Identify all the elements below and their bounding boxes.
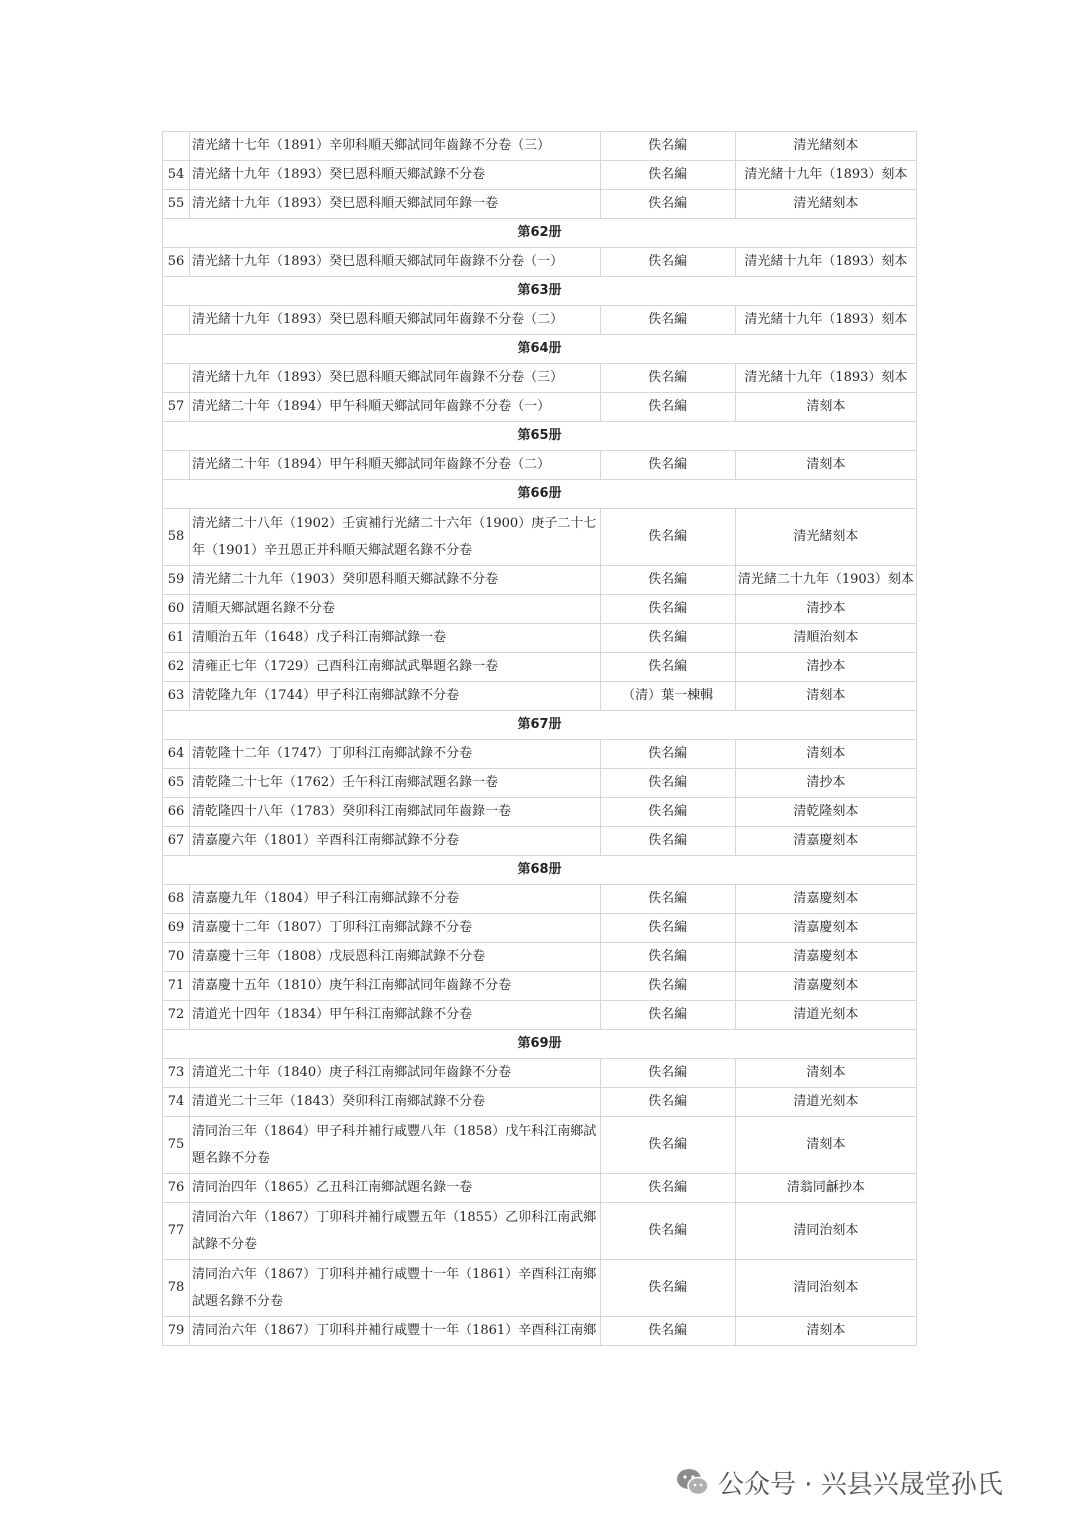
entry-edition: 清光緒十九年（1893）刻本 [735, 306, 916, 335]
entry-number: 56 [163, 248, 190, 277]
entry-author: 佚名編 [600, 769, 735, 798]
watermark [676, 1462, 1003, 1502]
table-row [163, 769, 917, 798]
table-row [163, 624, 917, 653]
table-row [163, 451, 917, 480]
entry-author: 佚名編 [600, 1059, 735, 1088]
entry-author: 佚名編 [600, 740, 735, 769]
entry-edition: 清嘉慶刻本 [735, 914, 916, 943]
entry-title: 清光緒十九年（1893）癸巳恩科順天鄉試同年齒錄不分卷（二） [190, 306, 601, 335]
table-row [163, 1174, 917, 1203]
entry-number: 70 [163, 943, 190, 972]
table-row [163, 364, 917, 393]
table-row [163, 740, 917, 769]
entry-author: 佚名編 [600, 653, 735, 682]
table-row [163, 595, 917, 624]
table-row [163, 248, 917, 277]
entry-title: 清嘉慶十五年（1810）庚午科江南鄉試同年齒錄不分卷 [190, 972, 601, 1001]
entry-title: 清光緒十九年（1893）癸巳恩科順天鄉試錄不分卷 [190, 161, 601, 190]
entry-author: 佚名編 [600, 1088, 735, 1117]
entry-edition: 清同治刻本 [735, 1203, 916, 1260]
entry-author: 佚名編 [600, 1260, 735, 1317]
volume-header-row [163, 480, 917, 509]
entry-number: 68 [163, 885, 190, 914]
table-row [163, 798, 917, 827]
entry-number: 64 [163, 740, 190, 769]
entry-author: 佚名編 [600, 306, 735, 335]
table-row [163, 509, 917, 566]
entry-edition: 清嘉慶刻本 [735, 827, 916, 856]
entry-edition: 清光緒二十九年（1903）刻本 [735, 566, 916, 595]
entry-number: 65 [163, 769, 190, 798]
entry-number: 59 [163, 566, 190, 595]
entry-number: 67 [163, 827, 190, 856]
volume-header-row [163, 711, 917, 740]
entry-number: 61 [163, 624, 190, 653]
entry-title: 清同治六年（1867）丁卯科并補行咸豐十一年（1861）辛酉科江南鄉 [190, 1317, 601, 1346]
table-row [163, 653, 917, 682]
volume-header-row [163, 856, 917, 885]
entry-author: 佚名編 [600, 161, 735, 190]
entry-author: 佚名編 [600, 364, 735, 393]
entry-title: 清光緒十九年（1893）癸巳恩科順天鄉試同年錄一卷 [190, 190, 601, 219]
entry-number: 63 [163, 682, 190, 711]
volume-label: 第65册 [163, 422, 917, 451]
watermark-text: 公众号 · 兴县兴晟堂孙氏 [718, 1469, 1003, 1500]
entry-edition: 清抄本 [735, 653, 916, 682]
entry-author: 佚名編 [600, 827, 735, 856]
table-row [163, 190, 917, 219]
entry-edition: 清光緒十九年（1893）刻本 [735, 248, 916, 277]
entry-edition: 清嘉慶刻本 [735, 972, 916, 1001]
entry-title: 清道光二十年（1840）庚子科江南鄉試同年齒錄不分卷 [190, 1059, 601, 1088]
entry-title: 清同治四年（1865）乙丑科江南鄉試題名錄一卷 [190, 1174, 601, 1203]
table-row [163, 566, 917, 595]
volume-header-row [163, 277, 917, 306]
entry-number: 73 [163, 1059, 190, 1088]
entry-title: 清光緒二十年（1894）甲午科順天鄉試同年齒錄不分卷（二） [190, 451, 601, 480]
entry-number: 66 [163, 798, 190, 827]
entry-author: 佚名編 [600, 393, 735, 422]
entry-author: 佚名編 [600, 132, 735, 161]
table-row [163, 1088, 917, 1117]
entry-number: 55 [163, 190, 190, 219]
table-row [163, 682, 917, 711]
entry-edition: 清光緒十九年（1893）刻本 [735, 364, 916, 393]
entry-title: 清光緒十九年（1893）癸巳恩科順天鄉試同年齒錄不分卷（三） [190, 364, 601, 393]
entry-number [163, 306, 190, 335]
volume-header-row [163, 335, 917, 364]
entry-title: 清雍正七年（1729）己酉科江南鄉試武舉題名錄一卷 [190, 653, 601, 682]
entry-edition: 清光緒刻本 [735, 509, 916, 566]
entry-title: 清光緒二十年（1894）甲午科順天鄉試同年齒錄不分卷（一） [190, 393, 601, 422]
entry-author: 佚名編 [600, 885, 735, 914]
table-row [163, 885, 917, 914]
entry-edition: 清光緒刻本 [735, 132, 916, 161]
volume-label: 第64册 [163, 335, 917, 364]
entry-number: 77 [163, 1203, 190, 1260]
entry-number: 76 [163, 1174, 190, 1203]
entry-title: 清嘉慶九年（1804）甲子科江南鄉試錄不分卷 [190, 885, 601, 914]
entry-title: 清順天鄉試題名錄不分卷 [190, 595, 601, 624]
entry-title: 清乾隆九年（1744）甲子科江南鄉試錄不分卷 [190, 682, 601, 711]
entry-edition: 清光緒十九年（1893）刻本 [735, 161, 916, 190]
volume-header-row [163, 422, 917, 451]
table-row [163, 1260, 917, 1317]
entry-author: 佚名編 [600, 595, 735, 624]
entry-number: 75 [163, 1117, 190, 1174]
table-row [163, 1117, 917, 1174]
wechat-icon [676, 1467, 710, 1497]
catalog-table [162, 131, 917, 1346]
entry-author: 佚名編 [600, 190, 735, 219]
entry-edition: 清道光刻本 [735, 1088, 916, 1117]
entry-edition: 清刻本 [735, 1117, 916, 1174]
entry-edition: 清抄本 [735, 769, 916, 798]
entry-title: 清嘉慶十三年（1808）戊辰恩科江南鄉試錄不分卷 [190, 943, 601, 972]
entry-edition: 清光緒刻本 [735, 190, 916, 219]
entry-author: 佚名編 [600, 1174, 735, 1203]
table-row [163, 972, 917, 1001]
entry-title: 清同治三年（1864）甲子科并補行咸豐八年（1858）戊午科江南鄉試題名錄不分卷 [190, 1117, 601, 1174]
entry-number: 72 [163, 1001, 190, 1030]
entry-title: 清乾隆四十八年（1783）癸卯科江南鄉試同年齒錄一卷 [190, 798, 601, 827]
entry-title: 清同治六年（1867）丁卯科并補行咸豐十一年（1861）辛酉科江南鄉試題名錄不分卷 [190, 1260, 601, 1317]
entry-edition: 清刻本 [735, 451, 916, 480]
catalog-body [163, 132, 917, 1346]
entry-edition: 清刻本 [735, 1059, 916, 1088]
entry-number: 78 [163, 1260, 190, 1317]
entry-number: 79 [163, 1317, 190, 1346]
table-row [163, 132, 917, 161]
volume-label: 第62册 [163, 219, 917, 248]
entry-edition: 清抄本 [735, 595, 916, 624]
table-row [163, 914, 917, 943]
table-row [163, 306, 917, 335]
volume-label: 第67册 [163, 711, 917, 740]
entry-title: 清光緒二十八年（1902）壬寅補行光緒二十六年（1900）庚子二十七年（1901）辛丑恩正并科順天鄉試題名錄不分卷 [190, 509, 601, 566]
entry-title: 清同治六年（1867）丁卯科并補行咸豐五年（1855）乙卯科江南武鄉試錄不分卷 [190, 1203, 601, 1260]
volume-label: 第69册 [163, 1030, 917, 1059]
entry-title: 清光緒十七年（1891）辛卯科順天鄉試同年齒錄不分卷（三） [190, 132, 601, 161]
volume-label: 第66册 [163, 480, 917, 509]
entry-number [163, 132, 190, 161]
entry-title: 清光緒二十九年（1903）癸卯恩科順天鄉試錄不分卷 [190, 566, 601, 595]
entry-edition: 清嘉慶刻本 [735, 943, 916, 972]
entry-author: 佚名編 [600, 624, 735, 653]
entry-author: 佚名編 [600, 509, 735, 566]
volume-header-row [163, 219, 917, 248]
entry-title: 清嘉慶六年（1801）辛酉科江南鄉試錄不分卷 [190, 827, 601, 856]
entry-edition: 清嘉慶刻本 [735, 885, 916, 914]
entry-number: 60 [163, 595, 190, 624]
entry-edition: 清刻本 [735, 1317, 916, 1346]
entry-author: 佚名編 [600, 1203, 735, 1260]
table-row [163, 1001, 917, 1030]
entry-edition: 清刻本 [735, 682, 916, 711]
entry-author: 佚名編 [600, 943, 735, 972]
table-row [163, 161, 917, 190]
entry-edition: 清翁同龢抄本 [735, 1174, 916, 1203]
entry-title: 清乾隆二十七年（1762）壬午科江南鄉試題名錄一卷 [190, 769, 601, 798]
table-row [163, 1059, 917, 1088]
entry-author: 佚名編 [600, 451, 735, 480]
entry-author: 佚名編 [600, 798, 735, 827]
table-row [163, 943, 917, 972]
entry-title: 清道光十四年（1834）甲午科江南鄉試錄不分卷 [190, 1001, 601, 1030]
entry-title: 清乾隆十二年（1747）丁卯科江南鄉試錄不分卷 [190, 740, 601, 769]
entry-author: （清）葉一棟輯 [600, 682, 735, 711]
entry-number [163, 364, 190, 393]
entry-edition: 清刻本 [735, 393, 916, 422]
table-row [163, 393, 917, 422]
entry-edition: 清順治刻本 [735, 624, 916, 653]
table-row [163, 1317, 917, 1346]
entry-edition: 清同治刻本 [735, 1260, 916, 1317]
entry-number [163, 451, 190, 480]
entry-title: 清順治五年（1648）戊子科江南鄉試錄一卷 [190, 624, 601, 653]
volume-label: 第68册 [163, 856, 917, 885]
entry-author: 佚名編 [600, 1317, 735, 1346]
entry-edition: 清道光刻本 [735, 1001, 916, 1030]
entry-author: 佚名編 [600, 566, 735, 595]
entry-title: 清道光二十三年（1843）癸卯科江南鄉試錄不分卷 [190, 1088, 601, 1117]
entry-edition: 清乾隆刻本 [735, 798, 916, 827]
entry-author: 佚名編 [600, 1117, 735, 1174]
entry-edition: 清刻本 [735, 740, 916, 769]
volume-header-row [163, 1030, 917, 1059]
entry-number: 74 [163, 1088, 190, 1117]
entry-number: 62 [163, 653, 190, 682]
entry-number: 57 [163, 393, 190, 422]
entry-author: 佚名編 [600, 1001, 735, 1030]
table-row [163, 827, 917, 856]
entry-number: 54 [163, 161, 190, 190]
table-row [163, 1203, 917, 1260]
entry-number: 69 [163, 914, 190, 943]
entry-title: 清嘉慶十二年（1807）丁卯科江南鄉試錄不分卷 [190, 914, 601, 943]
entry-title: 清光緒十九年（1893）癸巳恩科順天鄉試同年齒錄不分卷（一） [190, 248, 601, 277]
entry-number: 58 [163, 509, 190, 566]
entry-author: 佚名編 [600, 972, 735, 1001]
entry-author: 佚名編 [600, 248, 735, 277]
volume-label: 第63册 [163, 277, 917, 306]
entry-number: 71 [163, 972, 190, 1001]
entry-author: 佚名編 [600, 914, 735, 943]
